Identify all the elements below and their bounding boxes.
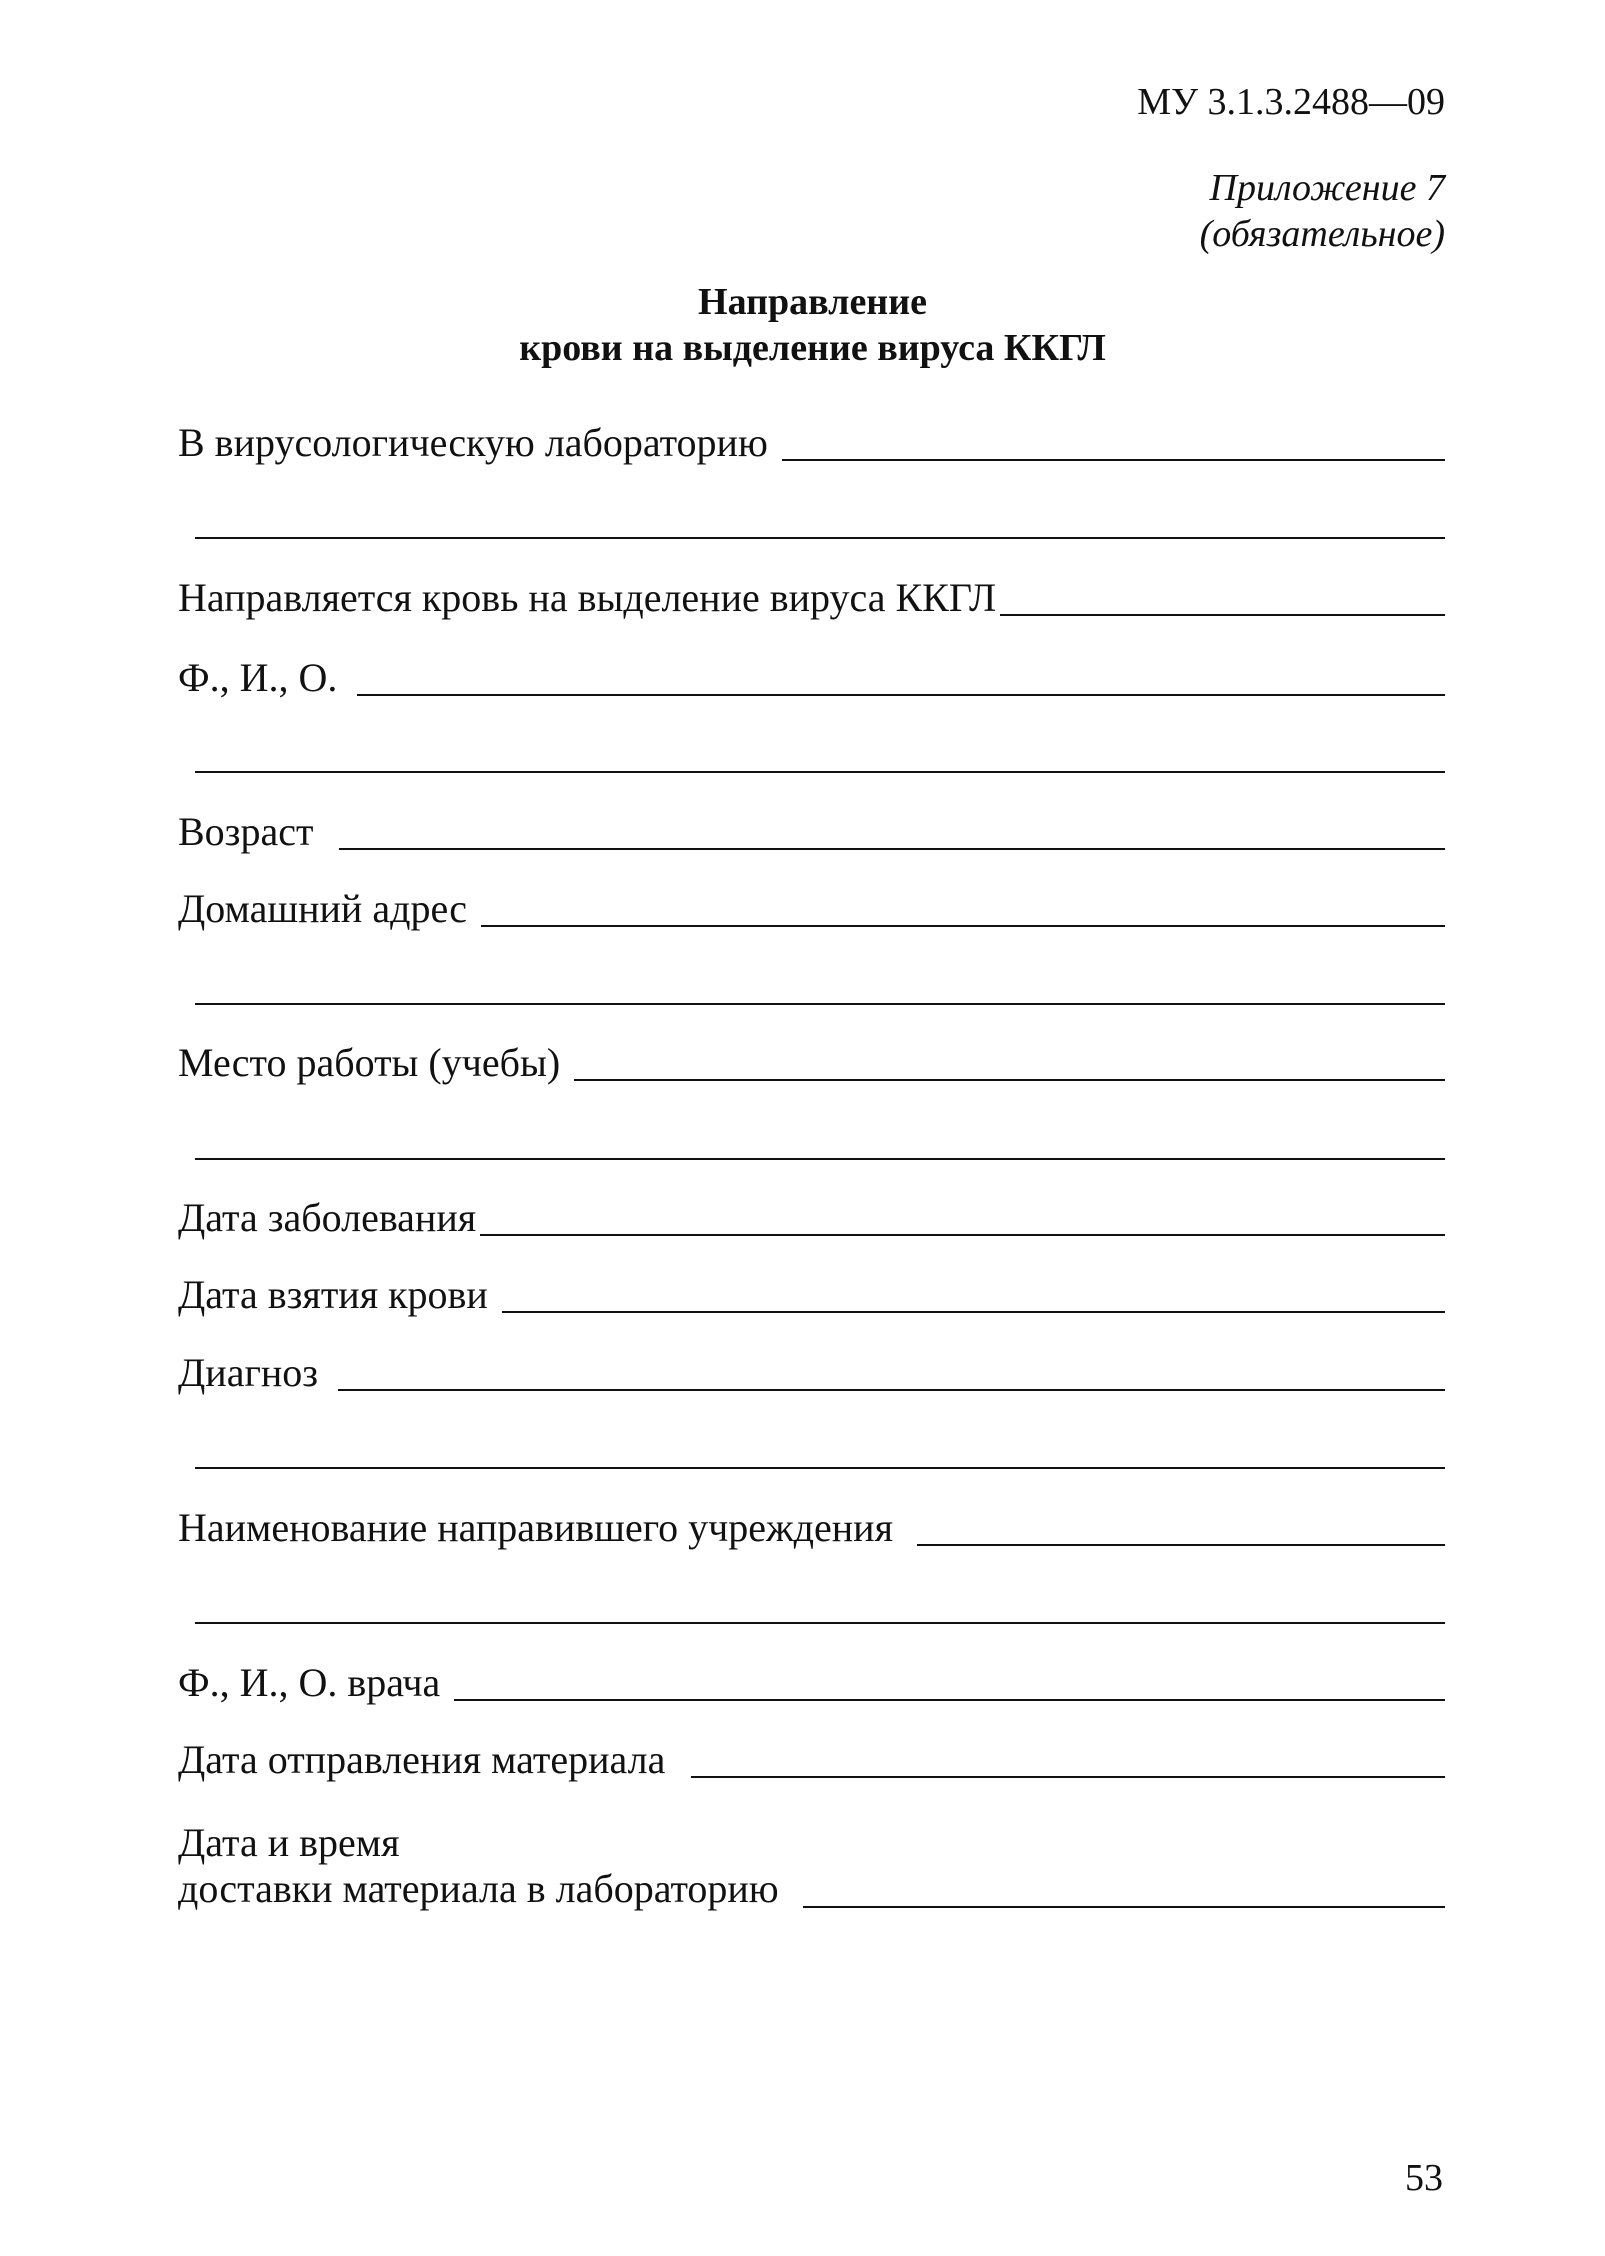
lab-field [178, 405, 1445, 465]
work-field [178, 1025, 1445, 1085]
institution-field [178, 1490, 1445, 1550]
work-input-line[interactable] [574, 1079, 1445, 1081]
disease-date-label: Дата заболевания [178, 1195, 477, 1240]
send-date-field [178, 1722, 1445, 1782]
doctor-input-line[interactable] [454, 1699, 1445, 1701]
fio-field [178, 640, 1445, 700]
page-number: 53 [1405, 2157, 1443, 2199]
fio-continuation-line[interactable] [195, 771, 1445, 773]
institution-input-line[interactable] [917, 1544, 1445, 1546]
delivery-label-line2: доставки материала в лабораторию [178, 1866, 779, 1911]
diagnosis-continuation-line[interactable] [195, 1467, 1445, 1469]
lab-continuation-line[interactable] [195, 537, 1445, 539]
institution-label: Наименование направившего учреждения [178, 1505, 893, 1550]
disease-date-field [178, 1180, 1445, 1240]
age-label: Возраст [178, 809, 314, 854]
doctor-label: Ф., И., О. врача [178, 1660, 441, 1705]
blood-date-label: Дата взятия крови [178, 1272, 488, 1317]
appendix-number: Приложение 7 [1209, 167, 1445, 209]
age-field [178, 794, 1445, 854]
fio-input-line[interactable] [357, 694, 1445, 696]
lab-label: В вирусологическую лабораторию [178, 420, 768, 465]
doctor-field [178, 1645, 1445, 1705]
diagnosis-label: Диагноз [178, 1350, 319, 1395]
work-continuation-line[interactable] [195, 1158, 1445, 1160]
diagnosis-field [178, 1335, 1445, 1395]
age-input-line[interactable] [339, 848, 1445, 850]
document-code: МУ 3.1.3.2488—09 [1137, 81, 1445, 123]
blood-field [178, 560, 1445, 620]
blood-date-input-line[interactable] [502, 1311, 1445, 1313]
blood-label: Направляется кровь на выделение вируса ККГЛ [178, 575, 997, 620]
address-continuation-line[interactable] [195, 1003, 1445, 1005]
form-title [0, 280, 1605, 371]
blood-date-field [178, 1257, 1445, 1317]
address-input-line[interactable] [481, 925, 1445, 927]
delivery-field [178, 1820, 1445, 1912]
blood-input-line[interactable] [1000, 614, 1445, 616]
appendix-label [1200, 166, 1445, 257]
send-date-input-line[interactable] [691, 1776, 1445, 1778]
institution-continuation-line[interactable] [195, 1622, 1445, 1624]
form-title-line1: Направление [698, 281, 927, 323]
fio-label: Ф., И., О. [178, 655, 338, 700]
delivery-label-line1: Дата и время [178, 1820, 400, 1865]
address-label: Домашний адрес [178, 886, 467, 931]
lab-input-line[interactable] [782, 459, 1445, 461]
address-field [178, 871, 1445, 931]
form-title-line2: крови на выделение вируса ККГЛ [519, 326, 1106, 369]
work-label: Место работы (учебы) [178, 1040, 561, 1085]
delivery-input-line[interactable] [803, 1906, 1445, 1908]
disease-date-input-line[interactable] [480, 1234, 1445, 1236]
diagnosis-input-line[interactable] [338, 1389, 1445, 1391]
send-date-label: Дата отправления материала [178, 1737, 666, 1782]
appendix-status: (обязательное) [1199, 212, 1445, 255]
